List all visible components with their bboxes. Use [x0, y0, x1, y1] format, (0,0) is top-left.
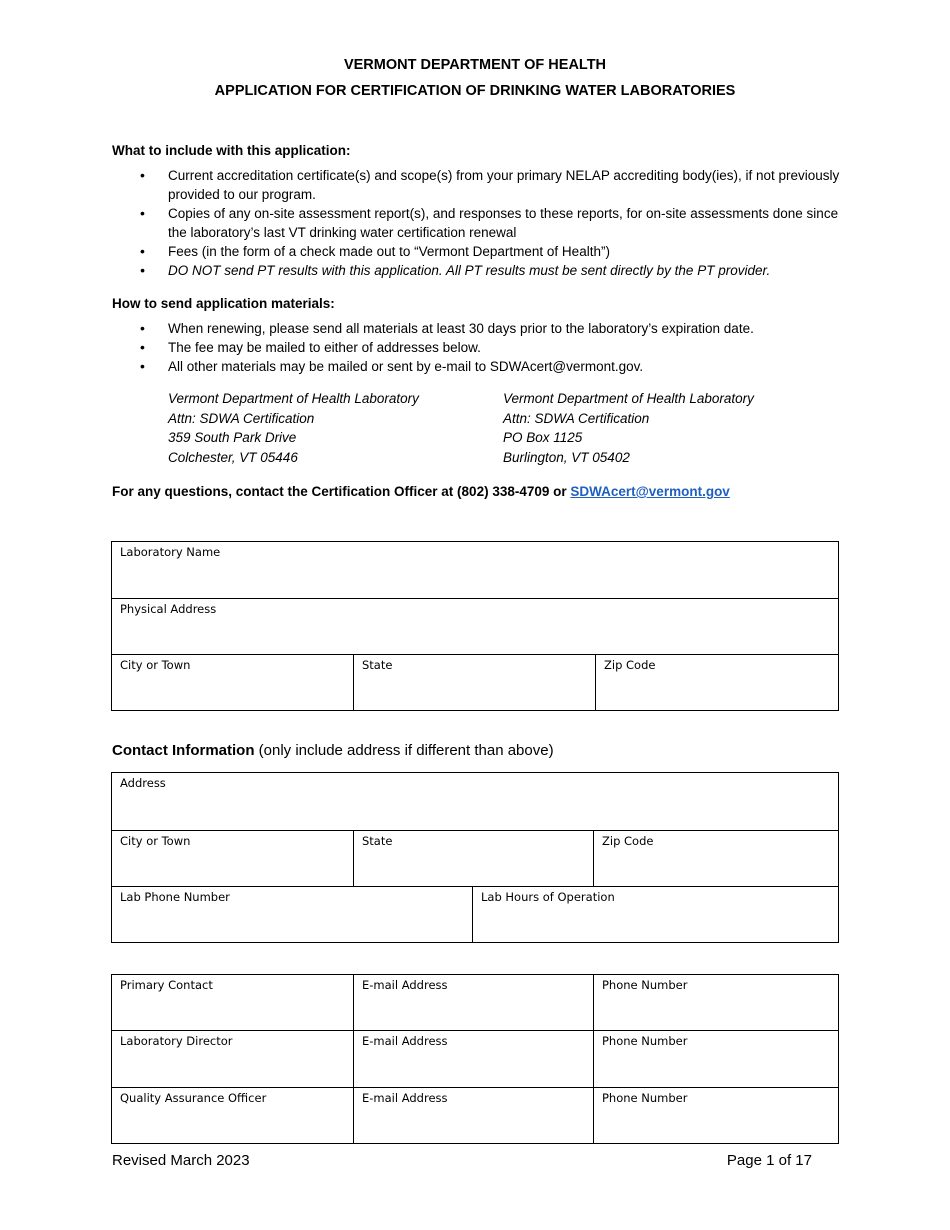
qa-officer-phone-field[interactable]: Phone Number [594, 1088, 839, 1144]
include-heading: What to include with this application: [112, 143, 351, 158]
table-row [112, 1031, 839, 1088]
qa-officer-email-field[interactable]: E-mail Address [354, 1088, 594, 1144]
city-field[interactable]: City or Town [112, 655, 354, 711]
laboratory-director-email-field[interactable]: E-mail Address [354, 1031, 594, 1088]
mailing-address-burlington: Vermont Department of Health Laboratory Attn: SDWA Certification PO Box 1125 Burlington, VT 05402 [503, 391, 754, 465]
certification-email-link[interactable]: SDWAcert@vermont.gov [570, 484, 730, 499]
send-heading: How to send application materials: [112, 296, 335, 311]
mailing-address-colchester: Vermont Department of Health Laboratory Attn: SDWA Certification 359 South Park Drive Colchester, VT 05446 [168, 391, 419, 465]
primary-contact-email-field[interactable]: E-mail Address [354, 975, 594, 1031]
list-item: • Current accreditation certificate(s) and scope(s) from your primary NELAP accrediting body(ies), if not previously provided to our program. [112, 166, 852, 204]
list-item: • DO NOT send PT results with this application. All PT results must be sent directly by the PT provider. [112, 261, 852, 280]
questions-contact-line: For any questions, contact the Certification Officer at (802) 338-4709 or SDWAcert@vermont.gov [112, 484, 730, 499]
laboratory-director-field[interactable]: Laboratory Director [112, 1031, 354, 1088]
table-row [112, 975, 839, 1031]
laboratory-info-table [111, 541, 839, 711]
include-list [112, 166, 852, 280]
revision-date: Revised March 2023 [112, 1152, 250, 1169]
page-number: Page 1 of 17 [726, 1152, 812, 1169]
physical-address-field[interactable]: Physical Address [112, 599, 839, 655]
contact-info-table [111, 772, 839, 943]
list-item: • Fees (in the form of a check made out to “Vermont Department of Health”) [112, 242, 852, 261]
contact-information-heading: Contact Information (only include address if different than above) [112, 742, 554, 759]
contact-city-field[interactable]: City or Town [112, 831, 354, 887]
send-list [112, 319, 852, 376]
list-item: • All other materials may be mailed or sent by e-mail to SDWAcert@vermont.gov. [112, 357, 852, 376]
document-title: VERMONT DEPARTMENT OF HEALTH [343, 57, 607, 73]
contact-zip-field[interactable]: Zip Code [594, 831, 839, 887]
list-item: • When renewing, please send all materials at least 30 days prior to the laboratory’s expiration date. [112, 319, 852, 338]
personnel-table [111, 974, 839, 1144]
list-item: • Copies of any on-site assessment report(s), and responses to these reports, for on-site assessments done since the laboratory’s last VT drinking water certification renewal [112, 204, 852, 242]
contact-address-field[interactable]: Address [112, 773, 839, 831]
zip-field[interactable]: Zip Code [596, 655, 839, 711]
primary-contact-phone-field[interactable]: Phone Number [594, 975, 839, 1031]
laboratory-name-field[interactable]: Laboratory Name [112, 542, 839, 599]
contact-state-field[interactable]: State [354, 831, 594, 887]
state-field[interactable]: State [354, 655, 596, 711]
list-item: • The fee may be mailed to either of addresses below. [112, 338, 852, 357]
laboratory-director-phone-field[interactable]: Phone Number [594, 1031, 839, 1088]
primary-contact-field[interactable]: Primary Contact [112, 975, 354, 1031]
document-subtitle: APPLICATION FOR CERTIFICATION OF DRINKING WATER LABORATORIES [214, 83, 736, 99]
table-row [112, 1088, 839, 1144]
lab-hours-field[interactable]: Lab Hours of Operation [473, 887, 839, 943]
lab-phone-field[interactable]: Lab Phone Number [112, 887, 473, 943]
qa-officer-field[interactable]: Quality Assurance Officer [112, 1088, 354, 1144]
